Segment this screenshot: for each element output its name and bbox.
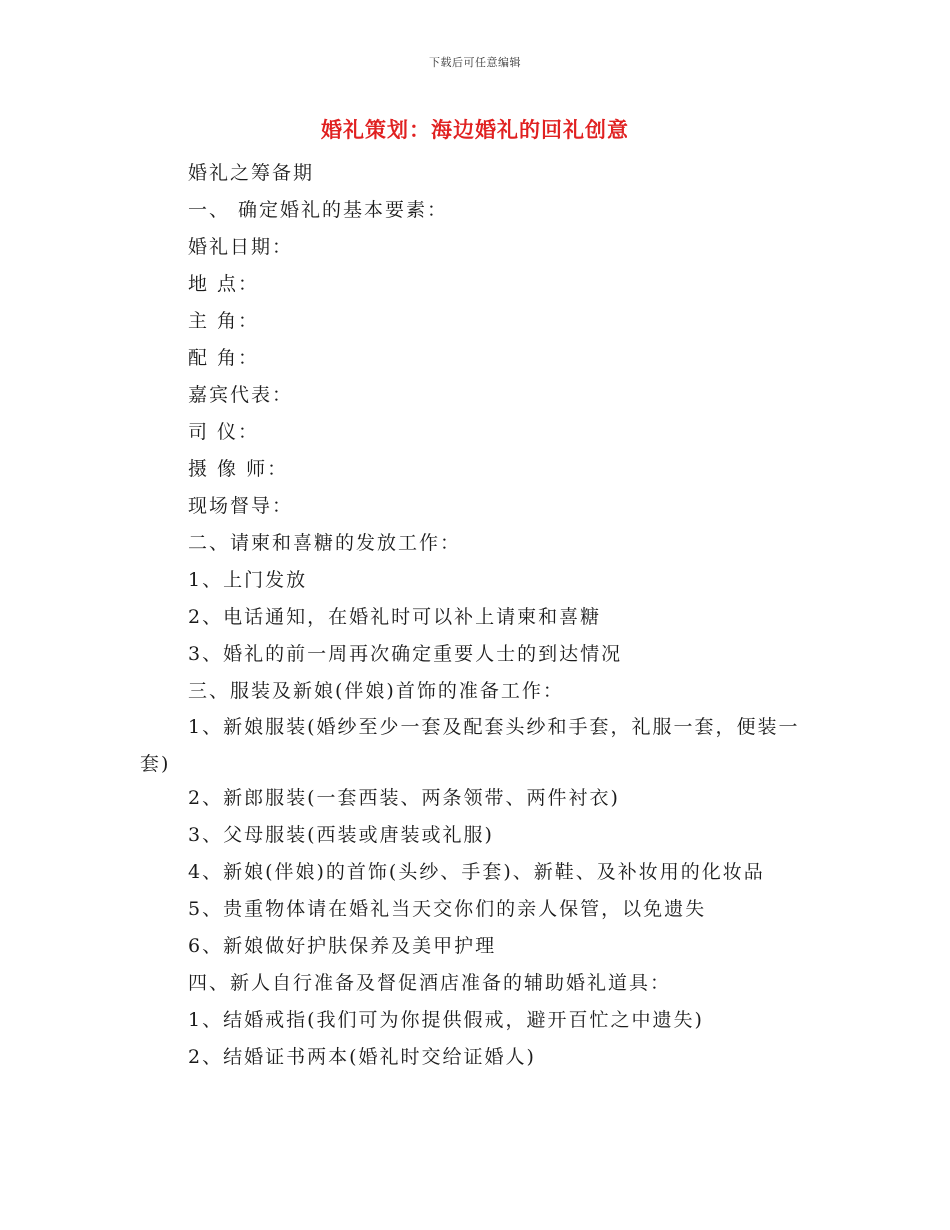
field-label: 婚礼日期： bbox=[188, 236, 294, 258]
list-item: 1、新娘服装(婚纱至少一套及配套头纱和手套，礼服一套，便装一套) bbox=[140, 716, 800, 775]
list-item: 1、上门发放 bbox=[188, 569, 308, 591]
field-label: 地 点： bbox=[188, 273, 260, 295]
field-label: 主 角： bbox=[188, 310, 260, 332]
list-item: 6、新娘做好护肤保养及美甲护理 bbox=[188, 935, 497, 957]
list-item: 2、电话通知，在婚礼时可以补上请柬和喜糖 bbox=[188, 606, 602, 628]
field-label: 嘉宾代表： bbox=[188, 384, 294, 406]
field-label: 现场督导： bbox=[188, 495, 294, 517]
section-heading: 四、新人自行准备及督促酒店准备的辅助婚礼道具： bbox=[188, 972, 672, 994]
document-title: 婚礼策划：海边婚礼的回礼创意 bbox=[321, 117, 629, 142]
list-item: 5、贵重物体请在婚礼当天交你们的亲人保管，以免遗失 bbox=[188, 898, 707, 920]
section-heading: 婚礼之筹备期 bbox=[188, 162, 315, 184]
header-note: 下载后可任意编辑 bbox=[429, 56, 521, 69]
list-item: 3、父母服装(西装或唐装或礼服) bbox=[188, 824, 494, 846]
list-item: 4、新娘(伴娘)的首饰(头纱、手套)、新鞋、及补妆用的化妆品 bbox=[188, 861, 765, 883]
field-label: 配 角： bbox=[188, 347, 260, 369]
list-item: 1、结婚戒指(我们可为你提供假戒，避开百忙之中遗失) bbox=[188, 1009, 704, 1031]
section-heading: 二、请柬和喜糖的发放工作： bbox=[188, 532, 462, 554]
section-heading: 三、服装及新娘(伴娘)首饰的准备工作： bbox=[188, 680, 564, 702]
list-item: 3、婚礼的前一周再次确定重要人士的到达情况 bbox=[188, 643, 623, 665]
field-label: 摄 像 师： bbox=[188, 458, 289, 480]
document-body bbox=[140, 158, 810, 1079]
section-heading: 一、 确定婚礼的基本要素： bbox=[188, 199, 449, 221]
list-item: 2、新郎服装(一套西装、两条领带、两件衬衣) bbox=[188, 787, 620, 809]
list-item: 2、结婚证书两本(婚礼时交给证婚人) bbox=[188, 1046, 536, 1068]
field-label: 司 仪： bbox=[188, 421, 260, 443]
